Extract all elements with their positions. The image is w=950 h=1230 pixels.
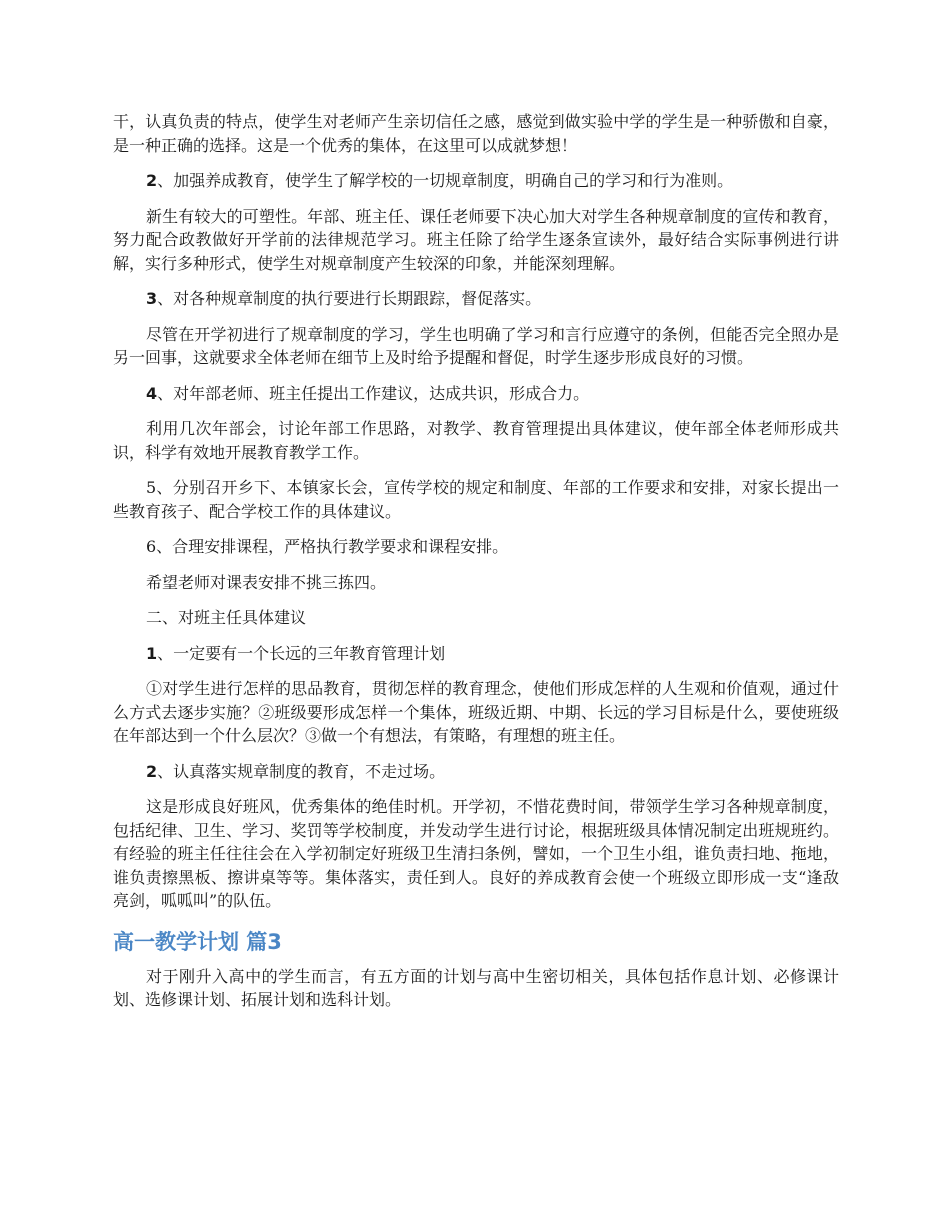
- item-number: 1: [146, 643, 158, 663]
- paragraph-10: 希望老师对课表安排不挑三拣四。: [146, 572, 387, 592]
- paragraph-11: 二、对班主任具体建议: [146, 608, 307, 627]
- document-body: [113, 110, 839, 1024]
- paragraph-6: 4、对年部老师、班主任提出工作建议，达成共识，形成合力。: [146, 383, 590, 403]
- paragraph-9: 6、合理安排课程，严格执行教学要求和课程安排。: [146, 537, 509, 556]
- paragraph-1: 干，认真负责的特点，使学生对老师产生亲切信任之感，感觉到做实验中学的学生是一种骄傲和自豪，是一种正确的选择。这是一个优秀的集体，在这里可以成就梦想！: [113, 112, 839, 155]
- item-number: 4: [146, 383, 158, 403]
- paragraph-7: 利用几次年部会，讨论年部工作思路，对教学、教育管理提出具体建议，使年部全体老师形成共识，科学有效地开展教育教学工作。: [113, 419, 839, 462]
- paragraph-3: 新生有较大的可塑性。年部、班主任、课任老师要下决心加大对学生各种规章制度的宣传和教育，努力配合政教做好开学前的法律规范学习。班主任除了给学生逐条宣读外，最好结合实际事例进行讲解，实行多种形式，使学生对规章制度产生较深的印象，并能深刻理解。: [113, 206, 839, 273]
- paragraph-2: 2、加强养成教育，使学生了解学校的一切规章制度，明确自己的学习和行为准则。: [146, 171, 734, 190]
- paragraph-15: 这是形成良好班风，优秀集体的绝佳时机。开学初，不惜花费时间，带领学生学习各种规章制度，包括纪律、卫生、学习、奖罚等学校制度，并发动学生进行讨论，根据班级具体情况制定出班规班约。有经验的班主任往往会在入学初制定好班级卫生清扫条例，譬如，一个卫生小组，谁负责扫地、拖地，谁负责擦黑板、擦讲桌等等。集体落实，责任到人。良好的养成教育会使一个班级立即形成一支“逢敌亮剑，呱呱叫”的队伍。: [113, 797, 839, 910]
- paragraph-13: ①对学生进行怎样的思品教育，贯彻怎样的教育理念，使他们形成怎样的人生观和价值观，通过什么方式去逐步实施？②班级要形成怎样一个集体，班级近期、中期、长远的学习目标是什么，要使班级在年部达到一个什么层次？③做一个有想法，有策略，有理想的班主任。: [113, 679, 839, 745]
- paragraph-12: 1、一定要有一个长远的三年教育管理计划: [146, 643, 446, 663]
- paragraph-4: 3、对各种规章制度的执行要进行长期跟踪，督促落实。: [146, 289, 542, 308]
- section-heading: 高一教学计划 篇3: [113, 929, 282, 954]
- item-number: 2: [146, 171, 158, 190]
- paragraph-14: 2、认真落实规章制度的教育，不走过场。: [146, 761, 446, 781]
- paragraph-8: 5、分别召开乡下、本镇家长会，宣传学校的规定和制度、年部的工作要求和安排，对家长提出一些教育孩子、配合学校工作的具体建议。: [113, 478, 839, 521]
- item-number: 2: [146, 761, 158, 781]
- paragraph-5: 尽管在开学初进行了规章制度的学习，学生也明确了学习和言行应遵守的条例，但能否完全照办是另一回事，这就要求全体老师在细节上及时给予提醒和督促，时学生逐步形成良好的习惯。: [113, 324, 839, 367]
- item-number: 3: [146, 289, 158, 308]
- paragraph-after-heading: 对于刚升入高中的学生而言，有五方面的计划与高中生密切相关，具体包括作息计划、必修课计划、选修课计划、拓展计划和选科计划。: [113, 966, 839, 1009]
